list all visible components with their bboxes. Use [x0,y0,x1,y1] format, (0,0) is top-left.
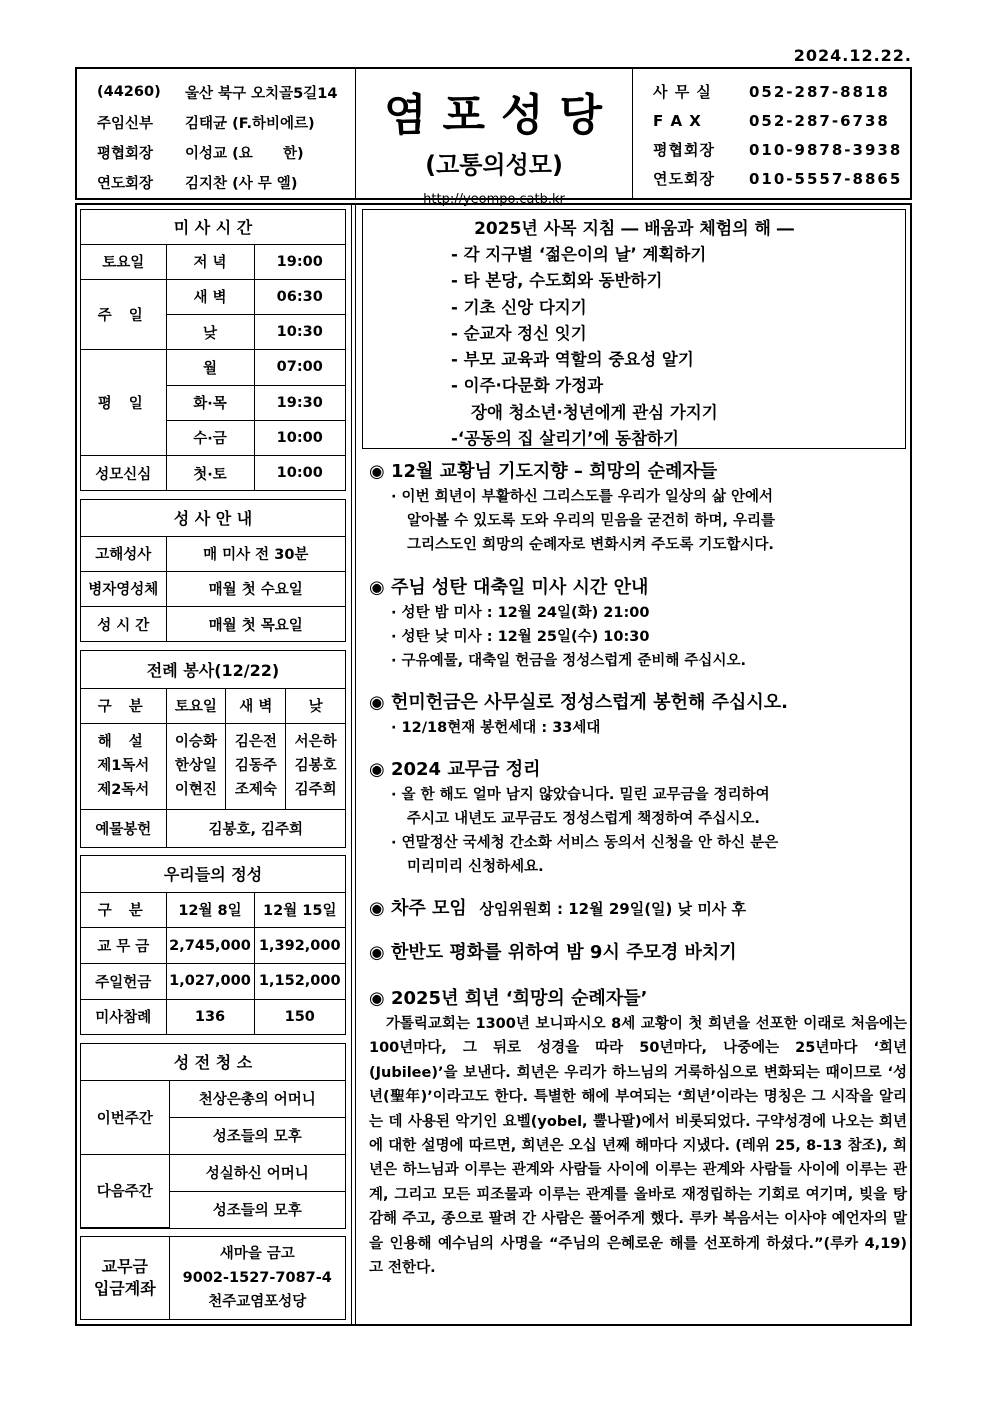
dawn-second-reader: 조제숙 [234,782,277,798]
liturgy-head-saturday: 토요일 [166,688,226,723]
council-president-row [97,137,355,167]
liturgy-role-cell [81,723,166,809]
postal-address-row [97,77,355,107]
goal-item-3: - 기초 신앙 다지기 [451,297,587,317]
goal-item-6: - 이주·다문화 가정과 [451,376,604,396]
liturgy-saturday-cell [166,723,226,809]
marian-devotion-time: 10:00 [254,456,345,491]
account-details-cell [169,1237,345,1319]
saturday-evening-label: 저 녁 [166,244,254,279]
saturday-first-reader: 한상일 [174,758,217,774]
papal-intention-section [369,459,907,557]
dawn-commentator: 김은전 [234,734,277,750]
next-week-group-2: 성조들의 모후 [169,1191,345,1227]
sunday-day-time: 10:30 [254,315,345,350]
goal-item-1: - 각 지구별 ‘젊은이의 날’ 계획하기 [451,245,707,264]
account-box [80,1236,346,1320]
attendance-dec15: 150 [254,999,345,1034]
next-meeting-section [369,896,907,922]
dedication-offering-section [369,690,907,740]
council-phone: 010-9878-3938 [749,140,903,159]
tue-thu-time: 19:30 [254,385,345,420]
tue-thu-label: 화·목 [166,385,254,420]
mass-times-caption: 미 사 시 간 [81,210,345,244]
requiem-phone: 010-5557-8865 [749,169,903,188]
weekday-label: 평 일 [81,350,166,456]
jubilee-paragraph: 가톨릭교회는 1300년 보니파시오 8세 교황이 첫 희년을 선포한 이래로 처음에는 100년마다, 그 뒤로 성경을 따라 50년마다, 나중에는 25년마다 ‘희년(Jubilee)’을 보낸다. 희년은 우리가 하느님의 거룩하심으로 변화되는 때이므로 ‘성년(聖年)’이라고도 한다. 특별한 해에 부여되는 ‘희년’이라는 명칭은 그 시작을 알리는 데 사용된 악기인 요벨(yobel, 뿔나팔)에서 비롯되었다. 구약성경에 나오는 희년에 대한 설명에 따르면, 희년은 오십 년째 해마다 지냈다. (레위 25, 8-13 참조), 희년은 하느님과 이루는 관계와 사람들 사이에 이루는 관계와 사람들 사이에 이루는 관계, 그리고 모든 피조물과 이루는 관계를 올바로 재정립하는 기회로 여기며, 빚을 탕감해 주고, 종으로 팔려 간 사람은 풀어주게 했다. 루카 복음서는 이사야 예언자의 말을 인용해 예수님의 사명을 “주님의 은혜로운 해를 선포하게 하셨다.”(루카 4,19)고 전한다. [369,1016,913,1277]
confession-value: 매 미사 전 30분 [166,536,345,571]
this-week-group-2: 성조들의 모후 [169,1117,345,1154]
offerings-box [80,855,346,1035]
sunday-label: 주 일 [81,279,166,350]
role-first-reading: 제1독서 [97,758,150,774]
saturday-commentator: 이승화 [174,734,217,750]
monday-label: 월 [166,350,254,385]
christmas-offering-note: · 구유예물, 대축일 헌금을 정성스럽게 준비해 주십시오. [391,653,746,669]
sunday-day-label: 낮 [166,315,254,350]
liturgy-head-category: 구 분 [81,688,166,723]
requiem-president-label: 연도회장 [97,175,154,192]
masthead [75,67,912,207]
fax-label: F A X [653,111,702,130]
goal-item-2: - 타 본당, 수도회와 동반하기 [451,271,663,291]
attendance-label: 미사참례 [81,999,166,1034]
cleaning-caption: 성 전 청 소 [81,1044,345,1080]
marian-devotion-day: 첫·토 [166,456,254,491]
christmas-night-mass: · 성탄 밤 미사 : 12월 24일(화) 21:00 [391,605,650,621]
saturday-label: 토요일 [81,244,166,279]
sunday-dawn-label: 새 벽 [166,279,254,314]
sunday-collection-label: 주일헌금 [81,963,166,999]
sick-communion-label: 병자영성체 [81,571,166,606]
goal-item-5: - 부모 교육과 역할의 중요성 알기 [451,350,694,370]
offertory-names: 김봉호, 김주희 [166,809,345,847]
holy-hour-label: 성 시 간 [81,607,166,641]
next-meeting-detail: 상임위원회 : 12월 29일(일) 낮 미사 후 [479,900,747,918]
sacrament-caption: 성 사 안 내 [81,500,345,536]
next-meeting-row [369,896,907,922]
parish-url[interactable]: http://yeompo.catb.kr [423,192,565,207]
account-label-1: 교무금 [101,1257,148,1276]
account-label-2: 입금계좌 [93,1279,156,1298]
goal-item-4: - 순교자 정신 잇기 [451,323,587,343]
papal-intention-heading: ◉ 12월 교황님 기도지향 – 희망의 순례자들 [369,461,718,482]
liturgy-service-table [81,651,345,847]
parish-subtitle: (고통의성모) [425,151,563,179]
next-week-group-1: 성실하신 어머니 [169,1154,345,1191]
offerings-head-dec15: 12월 15일 [254,892,345,928]
tithe-dec8: 2,745,000 [166,928,254,964]
account-table [81,1237,345,1319]
pastoral-goals-box [362,209,906,449]
office-phone: 052-287-8818 [749,82,890,101]
saturday-time: 19:00 [254,244,345,279]
liturgy-dawn-cell [226,723,286,809]
address: 울산 북구 오치골5길14 [185,85,338,102]
offerings-head-category: 구 분 [81,892,166,928]
goal-item-7: -‘공동의 집 살리기’에 동참하기 [451,429,679,449]
cleaning-box [80,1043,346,1229]
role-second-reading: 제2독서 [97,782,150,798]
tithe-settlement-line-1: · 올 한 해도 얼마 남지 않았습니다. 밀린 교무금을 정리하여 [391,787,770,803]
this-week-label: 이번주간 [81,1080,169,1154]
liturgy-head-day: 낮 [286,688,345,723]
mass-times-table [81,210,345,490]
office-phone-row [653,77,910,106]
account-number: 9002-1527-7087-4 [182,1270,332,1286]
bank-name: 새마을 금고 [219,1246,295,1262]
council-phone-label: 평협회장 [653,141,715,159]
parish-title-block [356,69,633,207]
sick-communion-value: 매월 첫 수요일 [166,571,345,606]
tithe-settlement-heading: ◉ 2024 교무금 정리 [369,759,541,780]
role-commentator: 해 설 [97,734,149,750]
pastor-row [97,107,355,137]
papal-intention-line-1: · 이번 희년이 부활하신 그리스도를 우리가 일상의 삶 안에서 [391,489,774,505]
liturgy-day-cell [286,723,345,809]
requiem-phone-row [653,164,910,193]
sacrament-box [80,499,346,642]
contact-info [633,69,910,198]
day-commentator: 서은하 [294,734,337,750]
monday-time: 07:00 [254,350,345,385]
offerings-caption: 우리들의 정성 [81,856,345,892]
marian-devotion-label: 성모신심 [81,456,166,491]
offerings-table [81,856,345,1034]
wed-fri-label: 수·금 [166,420,254,455]
papal-intention-line-2: 알아볼 수 있도록 도와 우리의 믿음을 굳건히 하며, 우리를 [407,513,776,529]
council-president-label: 평협회장 [97,145,154,162]
christmas-mass-section [369,575,907,673]
pastor-name: 김태균 (F.하비에르) [185,115,315,132]
next-meeting-heading: ◉ 차주 모임 [369,898,467,919]
tithe-label: 교 무 금 [81,928,166,964]
sunday-collection-dec8: 1,027,000 [166,963,254,999]
tithe-settlement-section [369,757,907,879]
column-divider [351,203,356,1326]
sunday-collection-dec15: 1,152,000 [254,963,345,999]
requiem-phone-label: 연도회장 [653,170,715,188]
jubilee-section [369,986,913,1280]
confession-label: 고해성사 [81,536,166,571]
mass-times-box [80,209,346,491]
issue-date: 2024.12.22. [793,46,912,65]
this-week-group-1: 천상은총의 어머니 [169,1080,345,1117]
christmas-day-mass: · 성탄 낮 미사 : 12월 25일(수) 10:30 [391,629,650,645]
postal-code: (44260) [97,84,161,100]
account-label-cell [81,1237,169,1319]
parish-info [77,69,356,198]
peace-prayer-heading: ◉ 한반도 평화를 위하여 밤 9시 주모경 바치기 [369,942,737,963]
sunday-dawn-time: 06:30 [254,279,345,314]
council-phone-row [653,135,910,164]
liturgy-head-dawn: 새 벽 [226,688,286,723]
cleaning-table [81,1044,345,1228]
tax-service-line-2: 미리미리 신청하세요. [407,859,544,875]
wed-fri-time: 10:00 [254,420,345,455]
dedication-offering-count: · 12/18현재 봉헌세대 : 33세대 [391,720,601,736]
peace-prayer-section [369,940,907,966]
day-first-reader: 김봉호 [294,758,337,774]
liturgy-service-box [80,650,346,848]
pastoral-goals-title: 2025년 사목 지침 ― 배움과 체험의 해 ― [474,219,794,239]
papal-intention-line-3: 그리스도인 희망의 순례자로 변화시켜 주도록 기도합시다. [407,537,774,553]
holy-hour-value: 매월 첫 목요일 [166,607,345,641]
dedication-offering-heading: ◉ 헌미헌금은 사무실로 정성스럽게 봉헌해 주십시오. [369,692,789,713]
fax-number: 052-287-6738 [749,111,890,130]
requiem-president-name: 김지찬 (사 무 엘) [185,175,298,192]
sacrament-table [81,500,345,641]
tithe-dec15: 1,392,000 [254,928,345,964]
parish-title: 염포성당 [383,90,618,141]
requiem-president-row [97,167,355,197]
attendance-dec8: 136 [166,999,254,1034]
day-second-reader: 김주희 [294,782,337,798]
office-label: 사 무 실 [653,83,712,101]
offertory-label: 예물봉헌 [81,809,166,847]
liturgy-caption: 전례 봉사(12/22) [81,651,345,688]
next-week-label: 다음주간 [81,1154,169,1227]
goal-item-6-continued: 장애 청소년·청년에게 관심 가지기 [471,402,718,422]
dawn-first-reader: 김동주 [234,758,277,774]
tax-service-line-1: · 연말정산 국세청 간소화 서비스 동의서 신청을 안 하신 분은 [391,835,779,851]
fax-row [653,106,910,135]
pastor-label: 주임신부 [97,115,154,132]
offerings-head-dec8: 12월 8일 [166,892,254,928]
council-president-name: 이성교 (요 한) [185,145,304,162]
account-holder: 천주교염포성당 [208,1294,307,1310]
saturday-second-reader: 이현진 [174,782,217,798]
tithe-settlement-line-2: 주시고 내년도 교무금도 정성스럽게 책정하여 주십시오. [407,811,760,827]
jubilee-heading: ◉ 2025년 희년 ‘희망의 순례자들’ [369,988,648,1009]
christmas-mass-heading: ◉ 주님 성탄 대축일 미사 시간 안내 [369,577,649,598]
